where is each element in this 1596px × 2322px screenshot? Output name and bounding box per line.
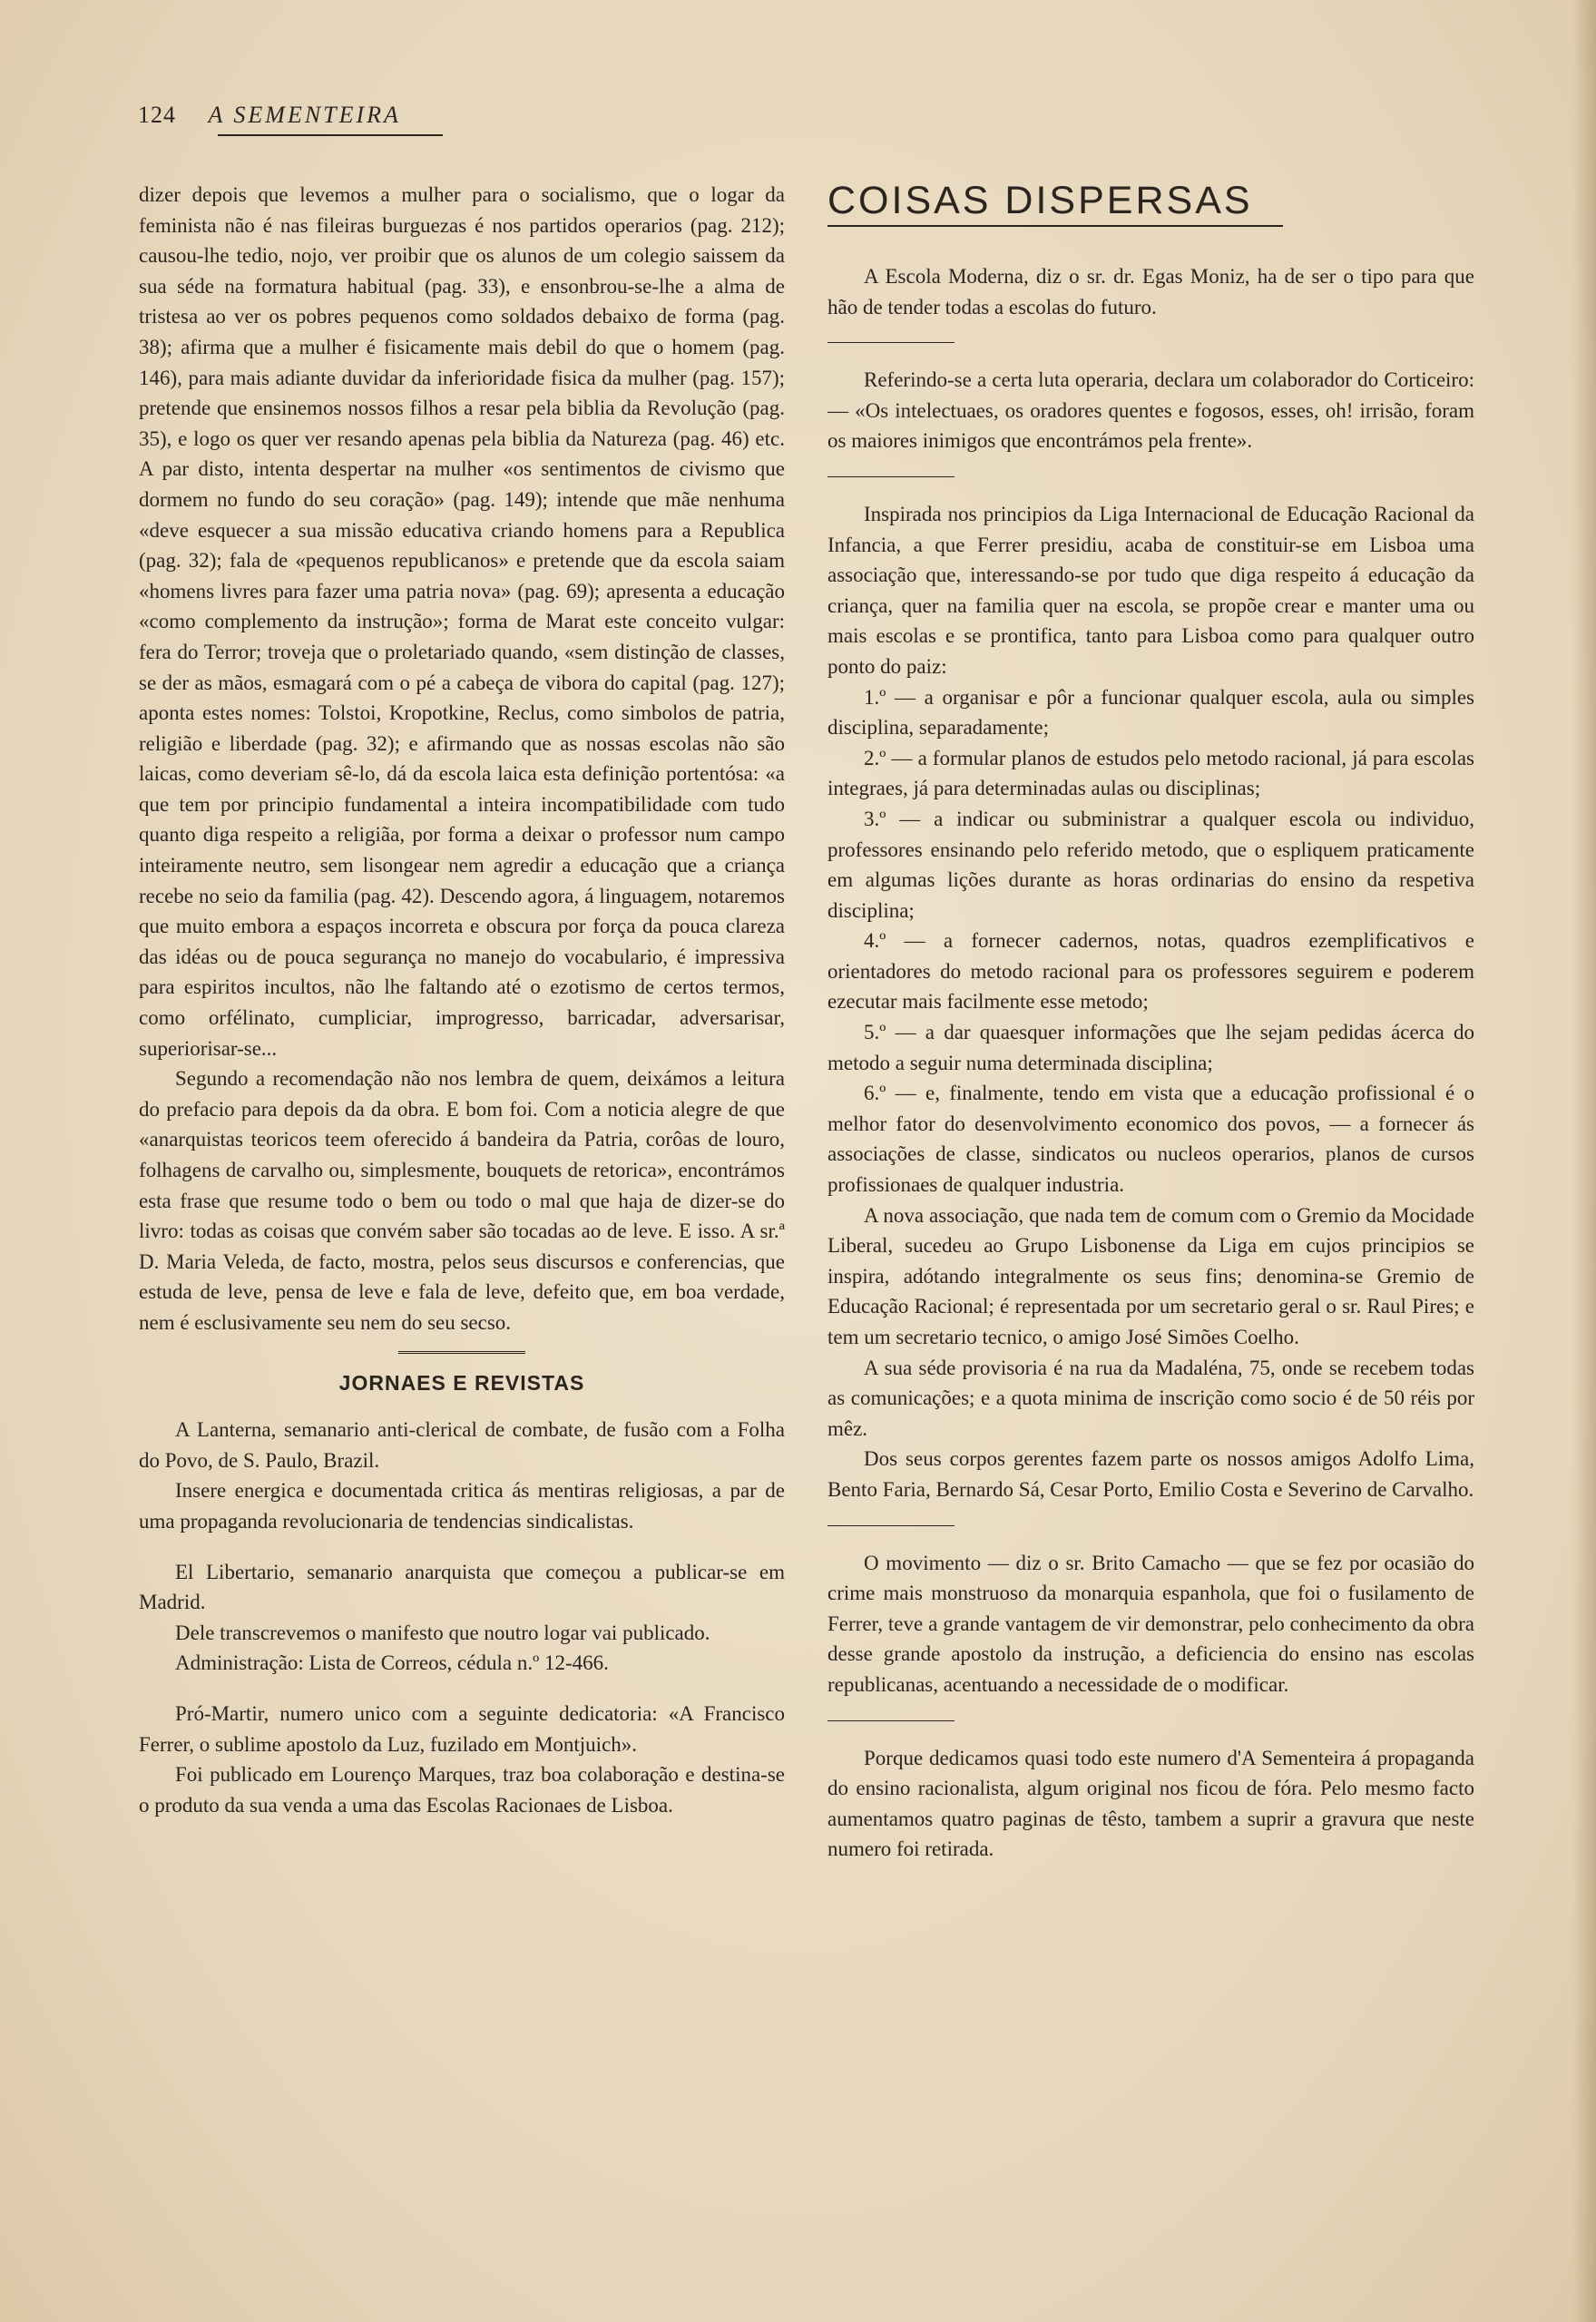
press-item: Administração: Lista de Correos, cédula n.º 12-466.	[175, 1651, 609, 1675]
press-item: Pró-Martir, numero unico com a seguinte dedicatoria: «A Francisco Ferrer, o sublime apostolo da Luz, fuzilado em Montjuich».	[139, 1701, 785, 1756]
press-item: Foi publicado em Lourenço Marques, traz boa colaboração e destina-se o produto da sua venda a uma das Escolas Racionaes de Lisboa.	[139, 1763, 785, 1817]
liga-paragraph: A nova associação, que nada tem de comum com o Gremio da Mocidade Liberal, sucedeu ao Grupo Lisbonense da Liga em cujos principios se inspira, adótando integralmente os seus fins; denomina-se Gremio de Educação Racional; é representada por um secretario geral o sr. Raul Pires; e tem um secretario tecnico, o amigo José Simões Coelho.	[827, 1203, 1474, 1348]
liga-list-item: 5.º — a dar quaesquer informações que lhe sejam pedidas ácerca do metodo a seguir numa determinada disciplina;	[827, 1021, 1474, 1074]
journal-title: A SEMENTEIRA	[208, 102, 401, 128]
press-item: Insere energica e documentada critica ás mentiras religiosas, a par de uma propaganda revolucionaria de tendencias sindicalistas.	[139, 1479, 785, 1533]
news-item: O movimento — diz o sr. Brito Camacho — que se fez por ocasião do crime mais monstruoso da monarquia espanhola, que foi o fusilamento de Ferrer, teve a grande vantagem de vir demonstrar, pelo conhecimento da obra desse grande apostolo da instrução, a deficiencia do ensino nas escolas republicanas, acentuando a necessidade de o modificar.	[827, 1551, 1474, 1696]
liga-list-item: 4.º — a fornecer cadernos, notas, quadros ezemplificativos e orientadores do metodo racional para os professores seguirem e poderem ezecutar mais facilmente esse metodo;	[827, 929, 1474, 1014]
review-paragraph: Segundo a recomendação não nos lembra de quem, deixámos a leitura do prefacio para depois da da obra. E bom foi. Com a noticia alegre de que «anarquistas teoricos teem oferecido á bandeira da Patria, corôas de louro, folhagens de carvalho ou, simplesmente, bouquets de retorica», encontrámos esta frase que resume todo o bem ou todo o mal que haja de dizer-se do livro: todas as coisas que convém saber são tocadas ao de leve. E isso. A sr.ª D. Maria Veleda, de facto, mostra, pelos seus discursos e conferencias, que estuda de leve, pensa de leve e fala de leve, defeito que, em boa verdade, nem é esclusivamente seu nem do seu secso.	[139, 1067, 785, 1334]
left-column	[139, 180, 785, 1820]
liga-list-item: 6.º — e, finalmente, tendo em vista que a educação profissional é o melhor fator do desenvolvimento economico dos povos, — a fornecer ás associações de classe, sindicatos ou nucleos operarios, planos de cursos profissionaes de qualquer industria.	[827, 1082, 1474, 1197]
item-divider	[827, 476, 955, 477]
news-item: A Escola Moderna, diz o sr. dr. Egas Moniz, ha de ser o tipo para que hão de tender todas a escolas do futuro.	[827, 265, 1474, 318]
header-underline	[218, 134, 443, 136]
liga-list-item: 2.º — a formular planos de estudos pelo metodo racional, já para escolas integraes, já para determinadas aulas ou disciplinas;	[827, 746, 1474, 800]
page-number: 124	[138, 102, 176, 128]
section-title-jornaes: JORNAES E REVISTAS	[338, 1370, 585, 1395]
item-divider	[827, 1525, 955, 1526]
press-item: A Lanterna, semanario anti-clerical de combate, de fusão com a Folha do Povo, de S. Paulo, Brazil.	[139, 1418, 785, 1472]
liga-paragraph: Dos seus corpos gerentes fazem parte os nossos amigos Adolfo Lima, Bento Faria, Bernardo Sá, Cesar Porto, Emilio Costa e Severino de Carvalho.	[827, 1447, 1474, 1501]
press-item: El Libertario, semanario anarquista que começou a publicar-se em Madrid.	[139, 1560, 785, 1614]
liga-paragraph: Inspirada nos principios da Liga Internacional de Educação Racional da Infancia, a que Ferrer presidiu, acaba de constituir-se em Lisboa uma associação que, interessando-se por tudo que diga respeito á educação da criança, quer na familia quer na escola, se propõe crear e manter uma ou mais escolas e se prontifica, tanto para Lisboa como para qualquer outro ponto do paiz:	[827, 502, 1474, 678]
item-divider	[827, 342, 955, 343]
page-edge-shadow	[1572, 0, 1596, 2322]
section-title-coisas-dispersas: COISAS DISPERSAS	[827, 179, 1253, 222]
liga-paragraph: A sua séde provisoria é na rua da Madaléna, 75, onde se recebem todas as comunicações; e a quota minima de inscrição como socio é de 50 réis por mêz.	[827, 1356, 1474, 1440]
review-paragraph: dizer depois que levemos a mulher para o socialismo, que o logar da feminista não é nas fileiras burguezas é nos partidos operarios (pag. 212); causou-lhe tedio, nojo, ver proibir que os alunos de um colegio saissem da sua séde na formatura habitual (pag. 33), e ensonbrou-se-lhe a alma de tristesa ao ver os pobres pequenos como soldados debaixo de forma (pag. 38); afirma que a mulher é fisicamente mais debil do que o homem (pag. 146), para mais adiante duvidar da inferioridade fisica da mulher (pag. 157); pretende que ensinemos nossos filhos a resar pela biblia da Revolução (pag. 35), e logo os quer ver resando apenas pela biblia da Natureza (pag. 46) etc. A par disto, intenta despertar na mulher «os sentimentos de civismo que dormem no fundo do seu coração» (pag. 149); intende que mãe nenhuma «deve esquecer a sua missão educativa criando homens para a Republica (pag. 32); fala de «pequenos republicanos» e pretende que da escola saiam «homens livres para fazer uma patria nova» (pag. 69); apresenta a educação «como complemento da instrução»; forma de Marat este conceito vulgar: fera do Terror; troveja que o proletariado quando, «sem distinção de classes, se der as mãos, esmagará com o pé a cabeça de vibora do capital (pag. 127); aponta estes nomes: Tolstoi, Kropotkine, Reclus, como simbolos de patria, religião e liberdade (pag. 32); e afirmando que as nossas escolas não são laicas, como deveriam sê-lo, dá da escola laica esta definição portentósa: «a que tem por principio fundamental a inteira incompatibilidade com tudo quanto diga respeito a religiãa, por forma a deixar o professor num campo inteiramente neutro, sem lisongear nem agredir a educação que a criança recebe no seio da familia (pag. 42). Descendo agora, á linguagem, notaremos que muito embora a espaços incorreta e obscura por força da pouca clareza das idéas ou de pouca segurança no manejo do vocabulario, é impressiva para espiritos incultos, não lhe faltando até o ezotismo de certos termos, como orfélinato, cumpliciar, improgresso, barricadar, adversarisar, superiorisar-se...	[139, 183, 785, 1060]
section-divider	[398, 1351, 525, 1356]
press-item: Dele transcrevemos o manifesto que noutro logar vai publicado.	[175, 1621, 710, 1644]
right-column	[827, 180, 1474, 1865]
news-item: Referindo-se a certa luta operaria, declara um colaborador do Corticeiro: — «Os intelectuaes, os oradores quentes e fogosos, esses, oh! irrisão, foram os maiores inimigos que encontrámos pela frente».	[827, 368, 1474, 453]
item-divider	[827, 1720, 955, 1721]
editorial-note: Porque dedicamos quasi todo este numero d'A Sementeira á propaganda do ensino racionalista, algum original nos ficou de fóra. Pelo mesmo facto aumentamos quatro paginas de têsto, tambem a suprir a gravura que neste numero foi retirada.	[827, 1746, 1474, 1861]
heading-underline	[827, 225, 1283, 227]
liga-list-item: 1.º — a organisar e pôr a funcionar qualquer escola, aula ou simples disciplina, separadamente;	[827, 685, 1474, 740]
page-header	[138, 102, 401, 129]
liga-list-item: 3.º — a indicar ou subministrar a qualquer escola ou individuo, professores ensinando pelo referido metodo, que o espliquem praticamente em algumas lições durante as horas ordinarias do ensino da respetiva disciplina;	[827, 807, 1474, 922]
